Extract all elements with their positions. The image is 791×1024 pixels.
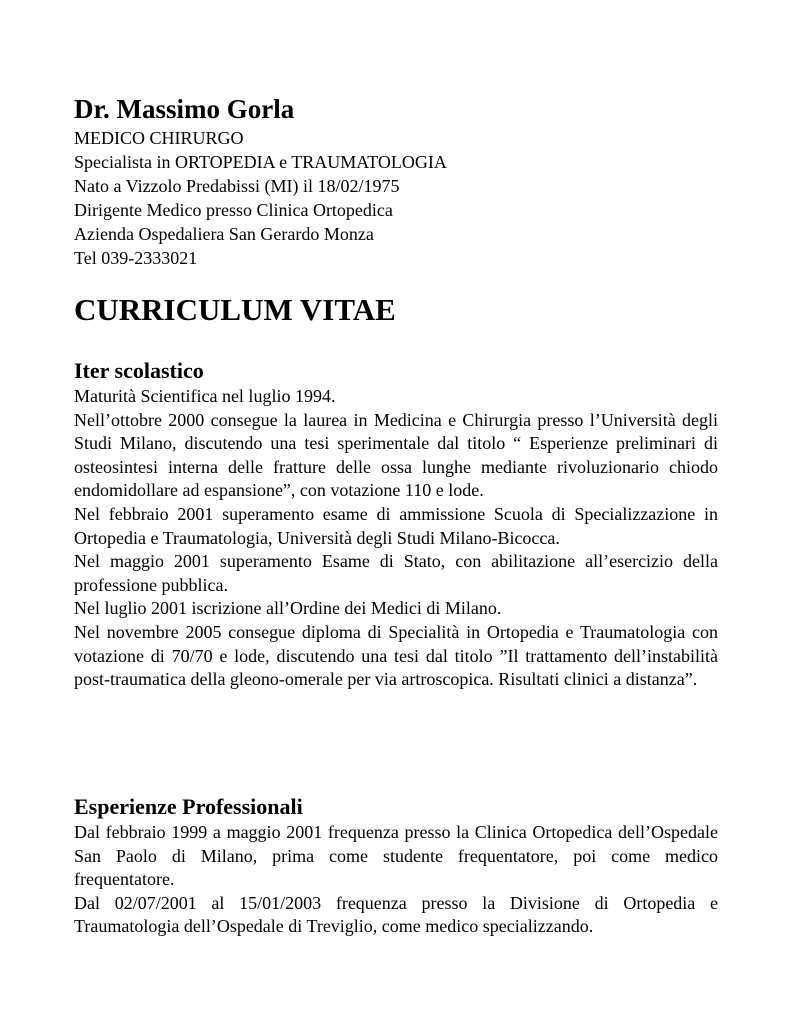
header-birth: Nato a Vizzolo Predabissi (MI) il 18/02/1975	[74, 176, 400, 196]
doctor-name: Dr. Massimo Gorla	[74, 94, 295, 124]
header-block	[74, 92, 718, 270]
section-education	[74, 357, 718, 692]
document-page	[74, 92, 718, 937]
section-title-education: Iter scolastico	[74, 358, 204, 383]
header-phone: Tel 039-2333021	[74, 248, 198, 268]
section-title-experience: Esperienze Professionali	[74, 794, 303, 819]
header-specialty: Specialista in ORTOPEDIA e TRAUMATOLOGIA	[74, 152, 447, 172]
document-title: CURRICULUM VITAE	[74, 292, 396, 327]
education-paragraph: Nel febbraio 2001 superamento esame di ammissione Scuola di Specializzazione in Ortopedia e Traumatologia, Università degli Studi Milano-Bicocca.	[74, 503, 718, 548]
section-experience	[74, 793, 718, 939]
header-hospital: Azienda Ospedaliera San Gerardo Monza	[74, 224, 374, 244]
education-paragraph: Maturità Scientifica nel luglio 1994.	[74, 386, 336, 406]
education-paragraph: Nel luglio 2001 iscrizione all’Ordine dei Medici di Milano.	[74, 598, 502, 619]
education-paragraph: Nel maggio 2001 superamento Esame di Stato, con abilitazione all’esercizio della professione pubblica.	[74, 551, 718, 595]
education-paragraph: Nell’ottobre 2000 consegue la laurea in Medicina e Chirurgia presso l’Università degli Studi Milano, discutendo una tesi sperimentale dal titolo “ Esperienze preliminari di osteosintesi interna delle fratture delle ossa lunghe mediante rivoluzionario chiodo endomidollare ad espansione”, con votazione 110 e lode.	[74, 409, 718, 501]
header-role: Dirigente Medico presso Clinica Ortopedica	[74, 200, 393, 220]
header-title: MEDICO CHIRURGO	[74, 128, 244, 148]
experience-paragraph: Dal 02/07/2001 al 15/01/2003 frequenza presso la Divisione di Ortopedia e Traumatologia dell’Ospedale di Treviglio, come medico specializzando.	[74, 892, 718, 937]
education-paragraph: Nel novembre 2005 consegue diploma di Specialità in Ortopedia e Traumatologia con votazione di 70/70 e lode, discutendo una tesi dal titolo ”Il trattamento dell’instabilità post-traumatica della gleono-omerale per via artroscopica. Risultati clinici a distanza”.	[74, 621, 718, 690]
experience-paragraph: Dal febbraio 1999 a maggio 2001 frequenza presso la Clinica Ortopedica dell’Ospedale San Paolo di Milano, prima come studente frequentatore, poi come medico frequentatore.	[74, 822, 718, 890]
